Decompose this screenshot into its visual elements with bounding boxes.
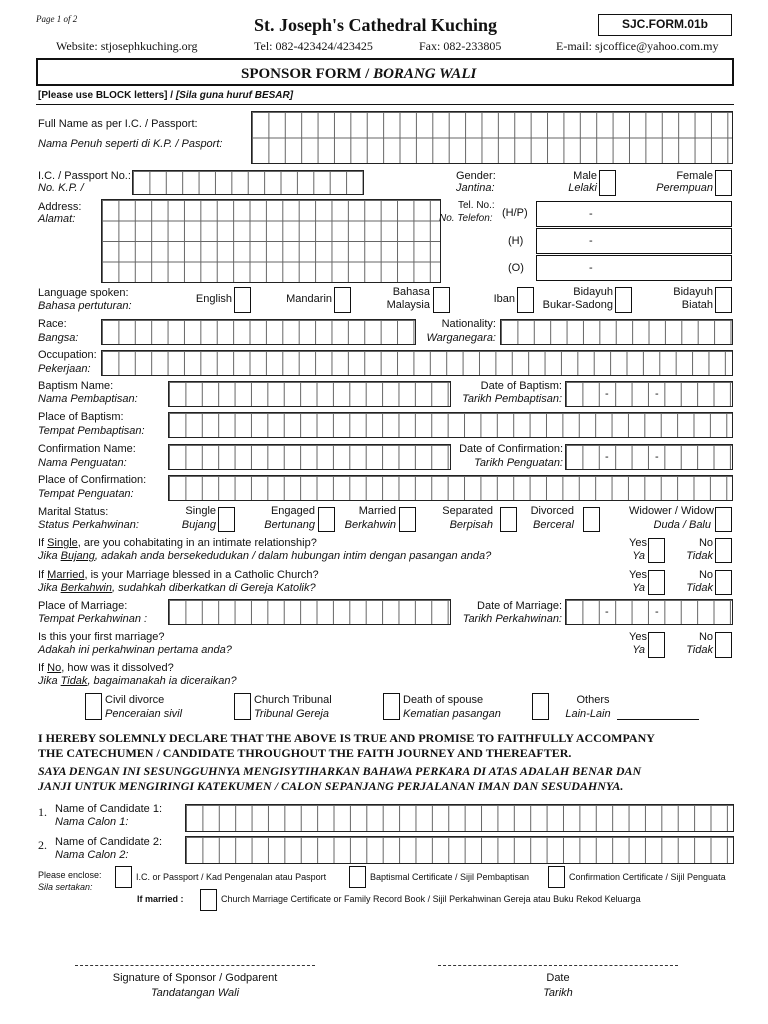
signature-label: Signature of Sponsor / Godparent [112,972,278,984]
q4-question-ms [38,675,237,688]
race-input[interactable] [101,319,416,345]
mandarin-checkbox[interactable] [334,287,351,313]
marital-label-ms: Status Perkahwinan: [38,519,139,531]
fullname-label-ms: Nama Penuh seperti di K.P. / Pasport: [38,138,223,150]
marriage-place-label-ms: Tempat Perkahwinan : [38,613,148,625]
q2-ms-pre: Jika [38,582,61,594]
baptism-place-label: Place of Baptism: [38,411,124,423]
baptism-date-dash-1: - [605,388,609,400]
address-label: Address: [38,201,82,213]
baptism-name-label: Baptism Name: [38,380,114,392]
candidate-2-label: Name of Candidate 2: [55,836,163,848]
baptism-place-input[interactable] [168,412,733,438]
website: Website: stjosephkuching.org [56,39,198,53]
q1-ms-post: , adakah anda bersekedudukan / dalam hubungan intim dengan pasangan anda? [94,550,492,562]
widow-label-ms: Duda / Balu [653,519,711,531]
civil-divorce-label-ms: Penceraian sivil [105,708,183,720]
enclose-baptismal-checkbox[interactable] [349,866,366,888]
confirmation-name-label: Confirmation Name: [38,443,136,455]
iban-label: Iban [493,293,515,305]
telephone: Tel: 082-423424/423425 [254,39,373,53]
divider [36,104,734,105]
q1-post: , are you cohabitating in an intimate relationship? [77,537,317,549]
marriage-place-input[interactable] [168,599,451,625]
tel-h-label: (H) [508,235,524,247]
declaration-en-2: THE CATECHUMEN / CANDIDATE THROUGHOUT THE FAITH JOURNEY AND THEREAFTER. [38,746,572,760]
q3-yes-label-ms: Ya [632,644,645,656]
others-label-ms: Lain-Lain [565,708,611,720]
address-label-ms: Alamat: [38,213,76,225]
q1-no-checkbox[interactable] [715,538,732,563]
page-number: Page 1 of 2 [36,14,78,24]
q2-yes-label: Yes [629,569,647,581]
baptism-date-dash-2: - [655,388,659,400]
q3-question: Is this your first marriage? [38,631,165,643]
tel-label: Tel. No.: [458,200,495,211]
marriage-place-label: Place of Marriage: [38,600,128,612]
marriage-date-input[interactable] [565,599,733,625]
form-code: SJC.FORM.01b [598,14,732,36]
church-tribunal-label: Church Tribunal [254,694,332,706]
q1-pre: If [38,537,48,549]
enclose-label-ms: Sila sertakan: [38,882,93,892]
single-checkbox[interactable] [218,507,235,532]
nationality-label-ms: Warganegara: [426,332,496,344]
others-label: Others [576,694,610,706]
email: E-mail: sjcoffice@yahoo.com.my [556,39,719,53]
q4-pre: If [38,662,48,674]
iban-checkbox[interactable] [517,287,534,313]
enclose-ic-checkbox[interactable] [115,866,132,888]
candidate-2-label-ms: Nama Calon 2: [55,849,129,861]
death-spouse-checkbox[interactable] [383,693,400,720]
address-input[interactable] [101,199,441,283]
separated-label-ms: Berpisah [449,519,493,531]
marriage-date-dash-2: - [655,606,659,618]
date-line[interactable] [438,965,678,966]
declaration-ms-2: JANJI UNTUK MENGIRINGI KATEKUMEN / CALON SEPANJANG PERJALANAN IMAN DAN SESUDAHNYA. [38,779,624,793]
male-label: Male [573,170,597,182]
q3-no-label-ms: Tidak [686,644,713,656]
tel-h-input[interactable] [536,228,732,254]
divorced-label-ms: Berceral [533,519,574,531]
q2-pre: If [38,569,48,581]
female-label-ms: Perempuan [656,182,713,194]
gender-label-ms: Jantina: [456,182,495,194]
bidayuh-bs-label-1: Bidayuh [573,286,613,298]
widow-label: Widower / Widow [629,505,714,517]
fullname-label: Full Name as per I.C. / Passport: [38,118,198,130]
death-spouse-label-ms: Kematian pasangan [403,708,501,720]
candidate-1-label: Name of Candidate 1: [55,803,163,815]
nationality-input[interactable] [500,319,733,345]
enclose-ic-label: I.C. or Passport / Kad Pengenalan atau Pasport [136,872,327,882]
marital-label: Marital Status: [38,506,109,518]
q3-no-label: No [698,631,713,643]
note-sep: / [167,90,176,101]
q2-underlined: Married [47,569,85,581]
q1-yes-label-ms: Ya [632,550,645,562]
death-spouse-label: Death of spouse [403,694,484,706]
separated-label: Separated [442,505,493,517]
civil-divorce-checkbox[interactable] [85,693,102,720]
engaged-label: Engaged [270,505,315,517]
married-label: Married [358,505,396,517]
enclose-marriage-label: Church Marriage Certificate or Family Record Book / Sijil Perkahwinan Gereja atau Buku Rekod Keluarga [221,894,641,904]
q4-ms-underlined: Tidak [60,675,88,687]
divorced-label: Divorced [530,505,574,517]
enclose-confirmation-label: Confirmation Certificate / Sijil Penguata [569,872,726,882]
q4-ms-post: , bagaimanakah ia diceraikan? [87,675,237,687]
baptism-date-label: Date of Baptism: [480,380,562,392]
male-checkbox[interactable] [599,170,616,196]
language-label: Language spoken: [38,287,129,299]
form-title-main: SPONSOR FORM / [241,66,374,82]
q2-ms-underlined: Berkahwin [60,582,112,594]
q1-yes-label: Yes [629,537,647,549]
q1-question [38,537,317,550]
race-label-ms: Bangsa: [38,332,79,344]
bahasa-checkbox[interactable] [433,287,450,313]
female-label: Female [676,170,713,182]
q3-yes-label: Yes [629,631,647,643]
q4-ms-pre: Jika [38,675,61,687]
nationality-label: Nationality: [441,318,496,330]
q1-no-label: No [698,537,713,549]
church-tribunal-checkbox[interactable] [234,693,251,720]
q1-ms-pre: Jika [38,550,61,562]
tel-hp-dash: - [589,208,593,220]
bidayuh-biatah-label-2: Biatah [681,299,713,311]
date-label-ms: Tarikh [543,987,573,999]
q1-no-label-ms: Tidak [686,550,713,562]
others-checkbox[interactable] [532,693,549,720]
q1-underlined: Single [47,537,78,549]
q4-question [38,662,174,675]
q1-question-ms [38,550,491,563]
race-label: Race: [38,318,67,330]
q4-underlined: No [47,662,62,674]
q2-question-ms [38,582,316,595]
enclose-baptismal-label: Baptismal Certificate / Sijil Pembaptisan [370,872,530,882]
bahasa-label-1: Bahasa [392,286,430,298]
ic-label-ms: No. K.P. / [38,182,84,194]
form-title-box [36,58,734,86]
baptism-name-label-ms: Nama Pembaptisan: [38,393,138,405]
language-label-ms: Bahasa pertuturan: [38,300,132,312]
tel-h-dash: - [589,235,593,247]
tel-hp-label: (H/P) [502,207,528,219]
english-checkbox[interactable] [234,287,251,313]
tel-o-input[interactable] [536,255,732,281]
married-label-ms: Berkahwin [344,519,396,531]
q1-ms-underlined: Bujang [60,550,95,562]
candidate-1-label-ms: Nama Calon 1: [55,816,129,828]
baptism-date-label-ms: Tarikh Pembaptisan: [462,393,562,405]
fullname-input[interactable] [251,111,733,164]
enclose-label: Please enclose: [38,870,102,880]
others-specify-line[interactable] [617,719,699,720]
q3-yes-checkbox[interactable] [648,632,665,658]
enclose-confirmation-checkbox[interactable] [548,866,565,888]
q2-yes-checkbox[interactable] [648,570,665,595]
q2-no-checkbox[interactable] [715,570,732,595]
confirmation-date-dash-1: - [605,451,609,463]
bahasa-label-2: Malaysia [386,299,430,311]
engaged-label-ms: Bertunang [264,519,315,531]
candidate-2-input[interactable] [185,836,734,864]
marriage-date-dash-1: - [605,606,609,618]
ic-input[interactable] [132,170,364,195]
ic-label: I.C. / Passport No.: [38,170,131,182]
q2-post: , is your Marriage blessed in a Catholic Church? [84,569,319,581]
baptism-name-input[interactable] [168,381,451,407]
occupation-label: Occupation: [38,349,97,361]
divorced-checkbox[interactable] [583,507,600,532]
male-label-ms: Lelaki [568,182,597,194]
candidate-2-number: 2. [38,838,47,852]
candidate-1-number: 1. [38,805,47,819]
confirmation-date-label-ms: Tarikh Penguatan: [474,457,563,469]
tel-label-ms: No. Telefon: [439,213,493,224]
confirmation-place-input[interactable] [168,475,733,501]
block-letters-note [38,90,293,102]
occupation-label-ms: Pekerjaan: [38,363,91,375]
gender-label: Gender: [456,170,496,182]
enclose-marriage-checkbox[interactable] [200,889,217,911]
confirmation-date-input[interactable] [565,444,733,470]
single-label-ms: Bujang [181,519,216,531]
mandarin-label: Mandarin [286,293,332,305]
married-checkbox[interactable] [399,507,416,532]
form-title [241,65,476,83]
fax: Fax: 082-233805 [419,39,502,53]
declaration-ms-1: SAYA DENGAN INI SESUNGGUHNYA MENGISYTIHARKAN BAHAWA PERKARA DI ATAS ADALAH BENAR DAN [38,764,642,778]
marriage-date-label-ms: Tarikh Perkahwinan: [462,613,562,625]
tel-o-dash: - [589,262,593,274]
church-tribunal-label-ms: Tribunal Gereja [254,708,329,720]
q1-yes-checkbox[interactable] [648,538,665,563]
bidayuh-bs-label-2: Bukar-Sadong [542,299,613,311]
candidate-1-input[interactable] [185,804,734,832]
form-title-italic: BORANG WALI [373,66,477,82]
confirmation-place-label-ms: Tempat Penguatan: [38,488,134,500]
civil-divorce-label: Civil divorce [105,694,165,706]
note-ms: [Sila guna huruf BESAR] [175,90,294,101]
q3-question-ms: Adakah ini perkahwinan pertama anda? [38,644,232,656]
q2-ms-post: , sudahkah diberkatkan di Gereja Katolik? [111,582,316,594]
baptism-date-input[interactable] [565,381,733,407]
confirmation-name-input[interactable] [168,444,451,470]
q2-yes-label-ms: Ya [632,582,645,594]
if-married-label: If married : [137,894,184,904]
baptism-place-label-ms: Tempat Pembaptisan: [38,425,145,437]
q2-no-label: No [698,569,713,581]
bidayuh-bs-checkbox[interactable] [615,287,632,313]
occupation-input[interactable] [101,350,733,376]
q3-no-checkbox[interactable] [715,632,732,658]
female-checkbox[interactable] [715,170,732,196]
q4-post: , how was it dissolved? [61,662,174,674]
widow-checkbox[interactable] [715,507,732,532]
note-en: [Please use BLOCK letters] [38,90,168,101]
bidayuh-biatah-label-1: Bidayuh [673,286,713,298]
q2-no-label-ms: Tidak [686,582,713,594]
signature-line[interactable] [75,965,315,966]
q2-question [38,569,319,582]
english-label: English [195,293,232,305]
tel-hp-input[interactable] [536,201,732,227]
marriage-date-label: Date of Marriage: [477,600,562,612]
confirmation-place-label: Place of Confirmation: [38,474,147,486]
confirmation-date-dash-2: - [655,451,659,463]
date-label: Date [546,972,570,984]
declaration-en-1: I HEREBY SOLEMNLY DECLARE THAT THE ABOVE IS TRUE AND PROMISE TO FAITHFULLY ACCOMPANY [38,731,655,745]
single-label: Single [185,505,216,517]
bidayuh-biatah-checkbox[interactable] [715,287,732,313]
tel-o-label: (O) [508,262,524,274]
confirmation-name-label-ms: Nama Penguatan: [38,457,127,469]
organization-title: St. Joseph's Cathedral Kuching [254,15,498,35]
confirmation-date-label: Date of Confirmation: [459,443,563,455]
signature-label-ms: Tandatangan Wali [150,987,240,999]
